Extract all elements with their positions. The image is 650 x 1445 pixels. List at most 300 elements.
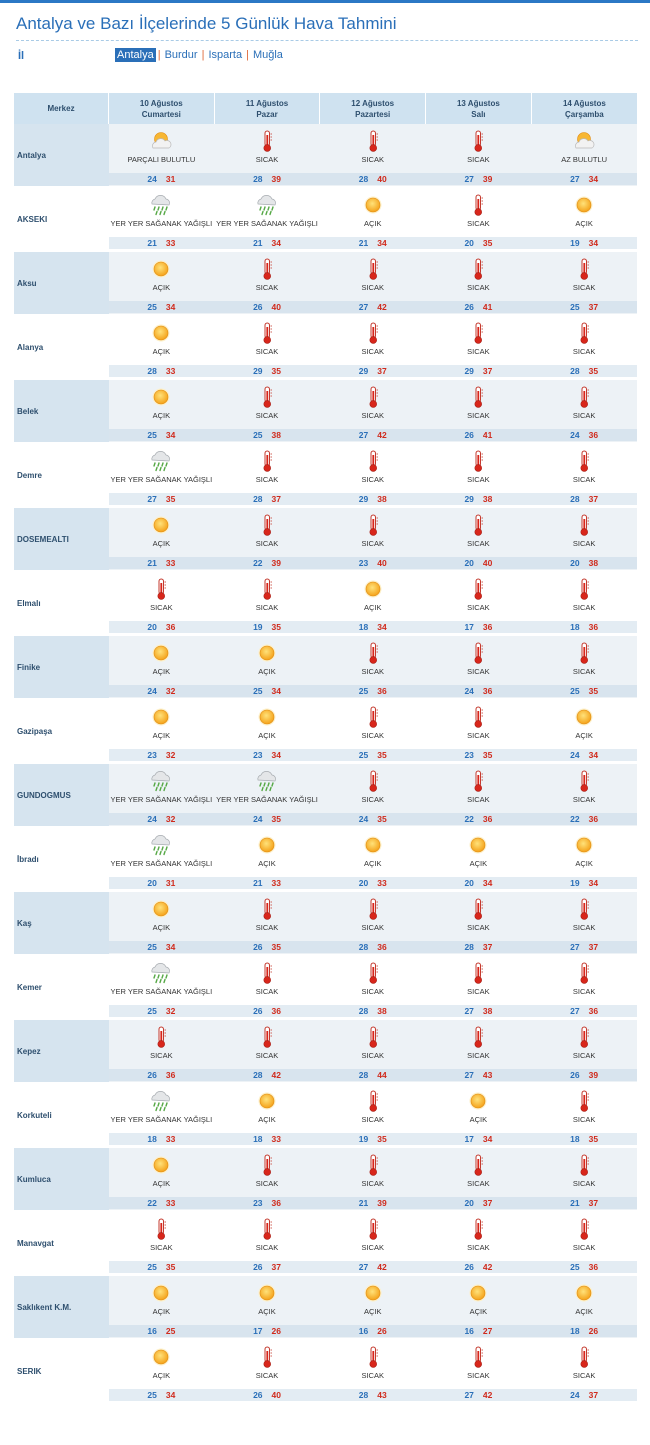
table-row	[14, 1019, 637, 1083]
table-row	[14, 891, 637, 955]
max-temp: 32	[165, 1006, 176, 1016]
forecast-cell	[214, 827, 320, 891]
temperature-range	[320, 173, 426, 185]
temperature-range	[531, 1389, 637, 1401]
condition-text: SICAK	[572, 667, 596, 676]
min-temp: 26	[147, 1070, 157, 1080]
thermometer-icon	[572, 321, 596, 345]
min-temp: 21	[570, 1198, 580, 1208]
condition-text: AÇIK	[152, 1307, 171, 1316]
forecast-cell	[214, 187, 320, 251]
temperature-range	[214, 301, 320, 313]
forecast-cell	[109, 891, 215, 955]
max-temp: 37	[588, 942, 599, 952]
condition-text: SICAK	[255, 1371, 279, 1380]
condition-text: AÇIK	[469, 1307, 488, 1316]
thermometer-icon	[361, 513, 385, 537]
max-temp: 42	[377, 430, 387, 440]
temperature-range	[109, 1069, 215, 1081]
min-temp: 24	[570, 1390, 580, 1400]
thermometer-icon	[466, 1345, 490, 1369]
min-temp: 20	[464, 558, 474, 568]
sun-icon	[149, 1345, 173, 1369]
forecast-cell	[531, 571, 637, 635]
temperature-range	[426, 1197, 532, 1209]
location-name: Aksu	[14, 251, 109, 315]
thermometer-icon	[572, 769, 596, 793]
forecast-cell	[214, 955, 320, 1019]
condition-text: SICAK	[467, 987, 490, 996]
min-temp: 25	[147, 1390, 157, 1400]
thermometer-icon	[361, 449, 385, 473]
temperature-range	[531, 813, 637, 825]
max-temp: 40	[482, 558, 493, 568]
thermometer-icon	[572, 641, 596, 665]
thermometer-icon	[466, 1217, 490, 1241]
max-temp: 37	[588, 494, 599, 504]
condition-text: AÇIK	[152, 539, 171, 548]
min-temp: 25	[570, 1262, 580, 1272]
day-date: 10 Ağustos	[139, 98, 183, 108]
temperature-range	[320, 1261, 426, 1273]
min-temp: 18	[570, 1134, 580, 1144]
thermometer-icon	[572, 385, 596, 409]
table-row	[14, 1339, 637, 1403]
min-temp: 24	[147, 814, 157, 824]
max-temp: 34	[271, 686, 281, 696]
temperature-range	[426, 1133, 532, 1145]
thermometer-icon	[255, 897, 279, 921]
temperature-range	[531, 429, 637, 441]
condition-text: SICAK	[572, 475, 596, 484]
thermometer-icon	[572, 513, 596, 537]
temperature-range	[214, 749, 320, 761]
min-temp: 28	[570, 366, 580, 376]
condition-text: AÇIK	[469, 1115, 488, 1124]
thermometer-icon	[466, 961, 490, 985]
min-temp: 17	[253, 1326, 263, 1336]
thermometer-icon	[361, 129, 385, 153]
max-temp: 38	[482, 1006, 493, 1016]
day-header	[320, 93, 426, 124]
max-temp: 36	[482, 686, 493, 696]
temperature-range	[214, 1005, 320, 1017]
sun-icon	[361, 1281, 385, 1305]
thermometer-icon	[361, 641, 385, 665]
forecast-cell	[109, 1211, 215, 1275]
temperature-range	[109, 173, 215, 185]
forecast-cell	[214, 251, 320, 315]
condition-text: SICAK	[572, 1115, 596, 1124]
max-temp: 38	[482, 494, 493, 504]
min-temp: 19	[253, 622, 263, 632]
forecast-cell	[109, 1275, 215, 1339]
min-temp: 25	[147, 302, 157, 312]
condition-text: SICAK	[572, 1371, 596, 1380]
min-temp: 25	[147, 1262, 157, 1272]
condition-text: SICAK	[467, 923, 490, 932]
nav-link-muğla[interactable]: Muğla	[252, 49, 283, 61]
day-header	[531, 93, 637, 124]
condition-text: SICAK	[361, 923, 384, 932]
forecast-cell	[531, 763, 637, 827]
condition-text: AÇIK	[575, 731, 593, 740]
nav-link-antalya[interactable]: Antalya	[117, 49, 154, 61]
forecast-cell	[531, 699, 637, 763]
condition-text: SICAK	[255, 155, 279, 164]
condition-text: SICAK	[467, 411, 490, 420]
thermometer-icon	[255, 1025, 279, 1049]
min-temp: 28	[464, 942, 474, 952]
max-temp: 34	[165, 942, 176, 952]
thermometer-icon	[466, 705, 490, 729]
sun-icon	[149, 513, 173, 537]
temperature-range	[320, 365, 426, 377]
min-temp: 28	[358, 942, 369, 952]
max-temp: 33	[165, 1134, 176, 1144]
condition-text: SICAK	[361, 1371, 384, 1380]
forecast-cell	[320, 124, 426, 187]
max-temp: 33	[271, 878, 281, 888]
temperature-range	[320, 813, 426, 825]
temperature-range	[320, 301, 426, 313]
sun-icon	[255, 1089, 279, 1113]
nav-separator: |	[201, 49, 205, 61]
min-temp: 27	[358, 1262, 369, 1272]
sun-icon	[149, 1281, 173, 1305]
condition-text: SICAK	[467, 219, 490, 228]
forecast-cell	[320, 571, 426, 635]
temperature-range	[531, 877, 637, 889]
min-temp: 20	[358, 878, 369, 888]
condition-text: SICAK	[467, 603, 490, 612]
min-temp: 23	[253, 1198, 263, 1208]
max-temp: 35	[377, 1134, 387, 1144]
temperature-range	[531, 621, 637, 633]
max-temp: 44	[377, 1070, 387, 1080]
nav-link-burdur[interactable]: Burdur	[164, 49, 198, 61]
temperature-range	[320, 621, 426, 633]
temperature-range	[214, 365, 320, 377]
forecast-cell	[214, 124, 320, 187]
location-name: Demre	[14, 443, 109, 507]
temperature-range	[214, 877, 320, 889]
min-temp: 27	[358, 302, 369, 312]
min-temp: 27	[570, 174, 580, 184]
temperature-range	[426, 1005, 532, 1017]
forecast-cell	[531, 315, 637, 379]
max-temp: 36	[377, 686, 387, 696]
min-temp: 27	[464, 1070, 474, 1080]
max-temp: 34	[588, 878, 599, 888]
condition-text: SICAK	[361, 1115, 384, 1124]
max-temp: 31	[165, 878, 176, 888]
temperature-range	[214, 173, 320, 185]
min-temp: 25	[253, 430, 263, 440]
min-temp: 18	[253, 1134, 263, 1144]
max-temp: 32	[165, 686, 176, 696]
forecast-cell	[109, 699, 215, 763]
temperature-range	[426, 685, 532, 697]
min-temp: 26	[464, 1262, 474, 1272]
min-temp: 21	[358, 1198, 369, 1208]
sun-icon	[572, 1281, 596, 1305]
temperature-range	[426, 1389, 532, 1401]
temperature-range	[531, 365, 637, 377]
thermometer-icon	[361, 1153, 385, 1177]
table-row	[14, 251, 637, 315]
forecast-cell	[426, 507, 532, 571]
temperature-range	[531, 941, 637, 953]
forecast-cell	[109, 763, 215, 827]
temperature-range	[320, 941, 426, 953]
condition-text: SICAK	[255, 923, 279, 932]
temperature-range	[320, 429, 426, 441]
max-temp: 35	[377, 814, 387, 824]
min-temp: 27	[570, 1006, 580, 1016]
thermometer-icon	[466, 385, 490, 409]
condition-text: SICAK	[572, 1051, 596, 1060]
max-temp: 34	[588, 238, 599, 248]
thermometer-icon	[361, 769, 385, 793]
max-temp: 36	[588, 1006, 599, 1016]
thermometer-icon	[572, 897, 596, 921]
thermometer-icon	[255, 1153, 279, 1177]
location-name: Korkuteli	[14, 1083, 109, 1147]
min-temp: 27	[464, 174, 474, 184]
forecast-cell	[214, 315, 320, 379]
forecast-cell	[426, 315, 532, 379]
temperature-range	[426, 173, 532, 185]
location-name: Finike	[14, 635, 109, 699]
condition-text: SICAK	[467, 1051, 490, 1060]
forecast-cell	[320, 315, 426, 379]
min-temp: 17	[464, 622, 474, 632]
min-temp: 25	[147, 430, 157, 440]
max-temp: 34	[482, 878, 493, 888]
forecast-cell	[320, 763, 426, 827]
min-temp: 22	[253, 558, 263, 568]
shower-icon	[255, 769, 279, 793]
temperature-range	[214, 1133, 320, 1145]
min-temp: 16	[147, 1326, 157, 1336]
condition-text: SICAK	[467, 667, 490, 676]
max-temp: 39	[271, 558, 281, 568]
thermometer-icon	[572, 1345, 596, 1369]
forecast-cell	[426, 635, 532, 699]
temperature-range	[426, 237, 532, 249]
condition-text: AÇIK	[575, 219, 593, 228]
forecast-cell	[426, 1275, 532, 1339]
min-temp: 27	[464, 1006, 474, 1016]
location-name: GUNDOGMUS	[14, 763, 109, 827]
table-row	[14, 315, 637, 379]
location-name: Saklıkent K.M.	[14, 1275, 109, 1339]
min-temp: 28	[358, 174, 369, 184]
temperature-range	[426, 1069, 532, 1081]
temperature-range	[214, 1069, 320, 1081]
partly-cloudy-icon	[149, 129, 173, 153]
thermometer-icon	[255, 385, 279, 409]
min-temp: 29	[464, 494, 474, 504]
forecast-cell	[531, 1083, 637, 1147]
table-row	[14, 124, 637, 187]
temperature-range	[320, 1389, 426, 1401]
forecast-cell	[109, 443, 215, 507]
thermometer-icon	[255, 961, 279, 985]
forecast-cell	[320, 187, 426, 251]
condition-text: AÇIK	[363, 603, 382, 612]
max-temp: 34	[482, 1134, 493, 1144]
temperature-range	[531, 557, 637, 569]
thermometer-icon	[572, 577, 596, 601]
day-weekday: Cumartesi	[141, 109, 181, 119]
max-temp: 26	[588, 1326, 599, 1336]
forecast-cell	[214, 379, 320, 443]
table-row	[14, 443, 637, 507]
thermometer-icon	[572, 449, 596, 473]
forecast-cell	[426, 827, 532, 891]
forecast-cell	[531, 955, 637, 1019]
max-temp: 41	[482, 302, 493, 312]
min-temp: 23	[358, 558, 369, 568]
table-row	[14, 635, 637, 699]
condition-text: SICAK	[572, 795, 596, 804]
max-temp: 35	[588, 686, 599, 696]
forecast-cell	[320, 379, 426, 443]
province-nav	[115, 49, 285, 61]
temperature-range	[531, 237, 637, 249]
condition-text: AÇIK	[469, 859, 488, 868]
temperature-range	[320, 1325, 426, 1337]
forecast-cell	[109, 635, 215, 699]
thermometer-icon	[255, 257, 279, 281]
min-temp: 19	[570, 238, 580, 248]
condition-text: AÇIK	[152, 283, 171, 292]
forecast-cell	[426, 699, 532, 763]
forecast-cell	[531, 1339, 637, 1403]
forecast-cell	[109, 571, 215, 635]
partly-cloudy-icon	[572, 129, 596, 153]
max-temp: 36	[377, 942, 387, 952]
max-temp: 36	[588, 622, 599, 632]
thermometer-icon	[255, 449, 279, 473]
temperature-range	[531, 1005, 637, 1017]
condition-text: AÇIK	[152, 347, 171, 356]
temperature-range	[109, 877, 215, 889]
temperature-range	[320, 557, 426, 569]
min-temp: 20	[147, 878, 157, 888]
shower-icon	[149, 833, 173, 857]
temperature-range	[531, 1261, 637, 1273]
thermometer-icon	[572, 257, 596, 281]
nav-link-isparta[interactable]: Isparta	[208, 49, 243, 61]
top-accent-bar	[0, 0, 650, 3]
condition-text: SICAK	[361, 539, 384, 548]
max-temp: 35	[482, 750, 493, 760]
thermometer-icon	[466, 577, 490, 601]
thermometer-icon	[361, 1025, 385, 1049]
forecast-cell	[320, 635, 426, 699]
day-header	[109, 93, 215, 124]
min-temp: 18	[147, 1134, 157, 1144]
condition-text: SICAK	[361, 731, 384, 740]
thermometer-icon	[361, 1089, 385, 1113]
forecast-cell	[426, 124, 532, 187]
condition-text: SICAK	[467, 1243, 490, 1252]
min-temp: 27	[464, 1390, 474, 1400]
table-row	[14, 763, 637, 827]
max-temp: 43	[482, 1070, 493, 1080]
temperature-range	[426, 365, 532, 377]
min-temp: 21	[147, 558, 157, 568]
condition-text: SICAK	[572, 1179, 596, 1188]
condition-text: AÇIK	[152, 923, 171, 932]
max-temp: 37	[271, 1262, 281, 1272]
forecast-cell	[531, 251, 637, 315]
min-temp: 22	[464, 814, 474, 824]
temperature-range	[214, 237, 320, 249]
condition-text: SICAK	[572, 923, 596, 932]
min-temp: 24	[570, 750, 580, 760]
max-temp: 39	[482, 174, 493, 184]
temperature-range	[531, 493, 637, 505]
temperature-range	[320, 749, 426, 761]
table-row	[14, 187, 637, 251]
condition-text: SICAK	[255, 475, 279, 484]
location-name: Kumluca	[14, 1147, 109, 1211]
day-date: 13 Ağustos	[456, 98, 500, 108]
min-temp: 25	[147, 1006, 157, 1016]
temperature-range	[109, 813, 215, 825]
condition-text: SICAK	[467, 539, 490, 548]
min-temp: 27	[147, 494, 157, 504]
sun-icon	[149, 257, 173, 281]
condition-text: SICAK	[572, 539, 596, 548]
min-temp: 19	[570, 878, 580, 888]
condition-text: SICAK	[467, 283, 490, 292]
forecast-cell	[214, 891, 320, 955]
temperature-range	[214, 685, 320, 697]
forecast-cell	[426, 571, 532, 635]
min-temp: 25	[358, 686, 369, 696]
thermometer-icon	[466, 321, 490, 345]
min-temp: 20	[464, 238, 474, 248]
max-temp: 32	[165, 814, 176, 824]
condition-text: AÇIK	[363, 1307, 382, 1316]
forecast-cell	[214, 1019, 320, 1083]
condition-text: SICAK	[255, 347, 279, 356]
temperature-range	[320, 1197, 426, 1209]
max-temp: 35	[377, 750, 387, 760]
thermometer-icon	[361, 321, 385, 345]
day-date: 14 Ağustos	[562, 98, 606, 108]
condition-text: SICAK	[467, 475, 490, 484]
forecast-cell	[109, 955, 215, 1019]
sun-icon	[466, 1089, 490, 1113]
forecast-cell	[214, 635, 320, 699]
sun-icon	[149, 897, 173, 921]
min-temp: 29	[358, 366, 369, 376]
max-temp: 36	[482, 814, 493, 824]
table-row	[14, 1275, 637, 1339]
max-temp: 33	[165, 366, 176, 376]
max-temp: 39	[271, 174, 281, 184]
max-temp: 33	[377, 878, 387, 888]
condition-text: AÇIK	[152, 411, 171, 420]
condition-text: YER YER SAĞANAK YAĞIŞLI	[110, 795, 213, 804]
condition-text: YER YER SAĞANAK YAĞIŞLI	[110, 987, 213, 996]
